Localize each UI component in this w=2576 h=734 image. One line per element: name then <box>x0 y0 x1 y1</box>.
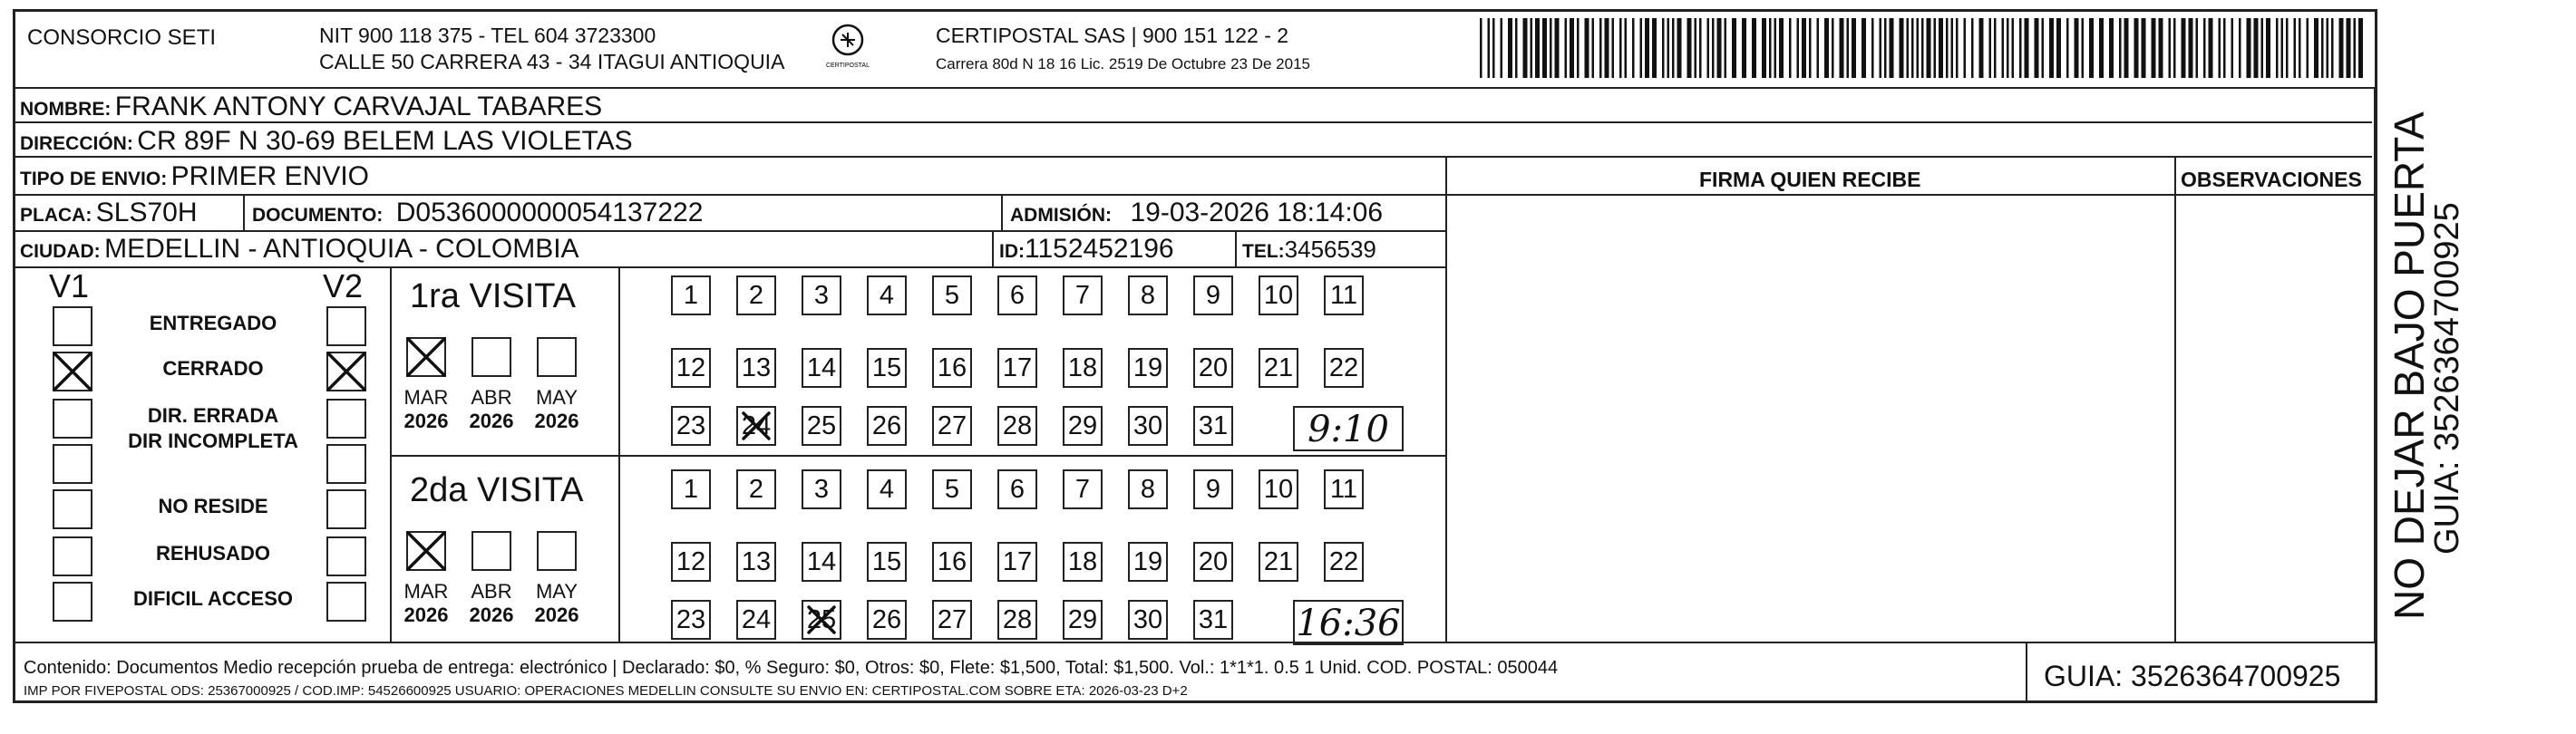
day-box[interactable]: 1 <box>671 275 711 315</box>
observaciones-label: OBSERVACIONES <box>2181 168 2362 191</box>
barcode-bar <box>1884 18 1887 78</box>
barcode-bar <box>1880 18 1882 78</box>
documento-value: D0536000000054137222 <box>395 198 704 227</box>
barcode-bar <box>2331 18 2334 78</box>
barcode-bar <box>2196 18 2199 78</box>
barcode-bar <box>2035 18 2039 78</box>
ciudad-value: MEDELLIN - ANTIOQUIA - COLOMBIA <box>104 234 579 264</box>
day-box[interactable]: 18 <box>1063 542 1103 582</box>
barcode-bar <box>2314 18 2318 78</box>
barcode-bar <box>1951 18 1954 78</box>
day-box[interactable]: 30 <box>1128 406 1168 446</box>
month-label: MAR <box>403 580 449 603</box>
day-box[interactable]: 4 <box>867 275 907 315</box>
barcode-bar <box>1632 18 1635 78</box>
barcode-bar <box>1979 18 1984 78</box>
barcode-bar <box>2339 18 2344 78</box>
barcode-bar <box>1625 18 1628 78</box>
barcode-bar <box>1480 18 1482 78</box>
x-check-icon <box>404 335 448 383</box>
barcode-bar <box>1640 18 1643 78</box>
barcode-bar <box>1717 18 1722 78</box>
barcode-bar <box>1550 18 1552 78</box>
day-box[interactable]: 23 <box>671 600 711 640</box>
barcode-bar <box>2254 18 2259 78</box>
day-box[interactable]: 28 <box>997 600 1037 640</box>
direccion-value: CR 89F N 30-69 BELEM LAS VIOLETAS <box>137 126 633 156</box>
barcode-bar <box>2142 18 2146 78</box>
barcode-bar <box>1946 18 1949 78</box>
id-value: 1152452196 <box>1025 234 1174 264</box>
v2-checkbox[interactable] <box>326 352 366 391</box>
barcode-bar <box>2182 18 2186 78</box>
barcode-bar <box>2347 18 2351 78</box>
barcode-bar <box>1817 18 1820 78</box>
day-box[interactable]: 8 <box>1128 275 1168 315</box>
barcode-bar <box>2281 18 2284 78</box>
barcode-bar <box>1852 18 1856 78</box>
day-box[interactable]: 12 <box>671 542 711 582</box>
nombre-label: NOMBRE: <box>20 99 112 120</box>
barcode-bar <box>2299 18 2301 78</box>
barcode-bar <box>2239 18 2241 78</box>
observations-area[interactable] <box>2178 196 2372 640</box>
day-box[interactable]: 20 <box>1193 542 1233 582</box>
v2-checkbox[interactable] <box>326 536 366 576</box>
barcode-bar <box>1994 18 1997 78</box>
status-label: DIFICIL ACCESO <box>132 587 293 610</box>
barcode-bar <box>1667 18 1670 78</box>
signature-area[interactable] <box>1449 196 2173 640</box>
v2-checkbox[interactable] <box>326 399 366 439</box>
nombre-value: FRANK ANTONY CARVAJAL TABARES <box>114 92 603 121</box>
v2-checkbox[interactable] <box>326 582 366 622</box>
day-box[interactable]: 31 <box>1193 600 1233 640</box>
barcode-bar <box>2231 18 2234 78</box>
day-box[interactable]: 2 <box>736 275 776 315</box>
day-box[interactable]: 13 <box>736 348 776 388</box>
barcode-bar <box>2049 18 2054 78</box>
v2-label: V2 <box>323 267 364 304</box>
barcode-bar <box>2134 18 2139 78</box>
barcode-bar <box>1934 18 1937 78</box>
barcode-bar <box>1840 18 1844 78</box>
barcode-bar <box>1687 18 1692 78</box>
day-box[interactable]: 30 <box>1128 600 1168 640</box>
barcode-bar <box>2002 18 2005 78</box>
barcode-bar <box>1645 18 1649 78</box>
barcode-bar <box>1917 18 1920 78</box>
barcode-bar <box>1921 18 1924 78</box>
barcode-bar <box>2321 18 2324 78</box>
barcode-bar <box>2209 18 2213 78</box>
footer-print-line: IMP POR FIVEPOSTAL ODS: 25367000925 / COD.IMP: 54526600925 USUARIO: OPERACIONES MEDELLIN CONSULTE SU ENVIO EN: CERTIPOSTAL.COM SOBRE ETA: 2026-03-23 D+2 <box>24 683 1188 699</box>
barcode-bar <box>1847 18 1850 78</box>
barcode-bar <box>2042 18 2045 78</box>
visit-time[interactable]: 16:36 <box>1293 600 1404 645</box>
barcode-bar <box>1779 18 1784 78</box>
day-box[interactable]: 26 <box>867 406 907 446</box>
month-label: MAY <box>535 386 578 409</box>
v1-checkbox[interactable] <box>53 306 92 346</box>
day-box[interactable]: 24 <box>736 406 776 446</box>
day-box[interactable]: 7 <box>1063 469 1103 509</box>
status-label: NO RESIDE <box>158 495 268 517</box>
day-box[interactable]: 7 <box>1063 275 1103 315</box>
barcode-bar <box>1862 18 1866 78</box>
day-box[interactable]: 25 <box>802 406 841 446</box>
visit-title: 1ra VISITA <box>410 277 577 315</box>
footer-guia: GUIA: 3526364700925 <box>2044 660 2341 692</box>
day-box[interactable]: 15 <box>867 542 907 582</box>
barcode-bar <box>2189 18 2193 78</box>
month-label: ABR <box>471 386 512 409</box>
tel-label: TEL: <box>1242 241 1285 262</box>
barcode-bar <box>2007 18 2009 78</box>
barcode-bar <box>2219 18 2221 78</box>
day-box[interactable]: 17 <box>997 348 1037 388</box>
barcode-bar <box>1939 18 1943 78</box>
barcode-bar <box>1695 18 1697 78</box>
day-box[interactable]: 1 <box>671 469 711 509</box>
year-label: 2026 <box>403 604 449 626</box>
x-check-icon <box>805 604 838 646</box>
barcode-bar <box>1501 18 1503 78</box>
barcode-bar <box>1515 18 1518 78</box>
barcode-bar <box>1508 18 1512 78</box>
day-box[interactable]: 2 <box>736 469 776 509</box>
v2-checkbox[interactable] <box>326 306 366 346</box>
v2-checkbox[interactable] <box>326 489 366 529</box>
barcode-bar <box>1570 18 1574 78</box>
barcode-bar <box>1732 18 1736 78</box>
x-check-icon <box>740 410 773 452</box>
barcode-bar <box>2247 18 2251 78</box>
barcode-bar <box>1789 18 1792 78</box>
barcode-bar <box>1599 18 1602 78</box>
v2-checkbox[interactable] <box>326 444 366 484</box>
barcode-bar <box>2124 18 2129 78</box>
month-label: ABR <box>471 580 512 603</box>
id-label: ID: <box>999 241 1025 262</box>
barcode-bar <box>2294 18 2297 78</box>
barcode-bar <box>2276 18 2279 78</box>
month-checkbox[interactable] <box>537 337 577 377</box>
admision-label: ADMISIÓN: <box>1010 205 1112 226</box>
visit-time[interactable]: 9:10 <box>1293 406 1404 451</box>
day-box[interactable]: 25 <box>802 600 841 640</box>
footer-content-line: Contenido: Documentos Medio recepción prueba de entrega: electrónico | Declarado: $0, % Seguro: $0, Otros: $0, Flete: $1,500, Total: $1,500. Vol.: 1*1*1. 0.5 1 Unid. COD. POSTAL: 050044 <box>24 658 1559 678</box>
barcode-bar <box>1797 18 1800 78</box>
day-box[interactable]: 17 <box>997 542 1037 582</box>
barcode-bar <box>2025 18 2029 78</box>
barcode-bar <box>2307 18 2309 78</box>
barcode-bar <box>1762 18 1766 78</box>
year-label: 2026 <box>403 410 449 432</box>
barcode-bar <box>1662 18 1665 78</box>
barcode-bar <box>1802 18 1806 78</box>
year-label: 2026 <box>534 410 579 432</box>
day-box[interactable]: 29 <box>1063 600 1103 640</box>
x-check-icon <box>325 350 368 398</box>
day-box[interactable]: 11 <box>1324 469 1364 509</box>
month-checkbox[interactable] <box>471 337 511 377</box>
barcode-bar <box>1523 18 1528 78</box>
day-box[interactable]: 16 <box>932 348 972 388</box>
day-box[interactable]: 3 <box>802 275 841 315</box>
day-box[interactable]: 21 <box>1259 348 1298 388</box>
barcode-bar <box>1699 18 1702 78</box>
barcode-bar <box>2056 18 2061 78</box>
barcode-bar <box>1707 18 1710 78</box>
day-box[interactable]: 18 <box>1063 348 1103 388</box>
barcode-bar <box>2152 18 2156 78</box>
barcode-bar <box>1592 18 1595 78</box>
barcode-bar <box>1824 18 1829 78</box>
barcode-bar <box>2203 18 2206 78</box>
day-box[interactable]: 22 <box>1324 348 1364 388</box>
month-checkbox[interactable] <box>471 531 511 571</box>
day-box[interactable]: 16 <box>932 542 972 582</box>
barcode-bar <box>1565 18 1568 78</box>
day-box[interactable]: 21 <box>1259 542 1298 582</box>
barcode-bar <box>2012 18 2015 78</box>
barcode-bar <box>1725 18 1727 78</box>
company-nit: NIT 900 118 375 - TEL 604 3723300 <box>319 24 656 47</box>
day-box[interactable]: 14 <box>802 348 841 388</box>
barcode-bar <box>1488 18 1491 78</box>
barcode-bar <box>1605 18 1609 78</box>
day-box[interactable]: 22 <box>1324 542 1364 582</box>
documento-label: DOCUMENTO: <box>252 205 384 226</box>
carrier-address: Carrera 80d N 18 16 Lic. 2519 De Octubre 23 De 2015 <box>936 55 1310 72</box>
v1-label: V1 <box>49 267 90 304</box>
day-box[interactable]: 5 <box>932 275 972 315</box>
barcode-bar <box>2066 18 2069 78</box>
status-label: ENTREGADO <box>149 312 277 334</box>
barcode-bar <box>1871 18 1874 78</box>
placa-label: PLACA: <box>20 205 92 226</box>
tipo-envio-value: PRIMER ENVIO <box>170 161 370 191</box>
x-check-icon <box>404 529 448 577</box>
day-box[interactable]: 15 <box>867 348 907 388</box>
barcode-bar <box>1956 18 1959 78</box>
day-box[interactable]: 14 <box>802 542 841 582</box>
day-box[interactable]: 27 <box>932 600 972 640</box>
barcode-bar <box>2082 18 2085 78</box>
barcode-bar <box>1585 18 1589 78</box>
year-label: 2026 <box>469 410 514 432</box>
barcode-bar <box>1911 18 1914 78</box>
barcode-bar <box>1832 18 1834 78</box>
barcode-bar <box>1742 18 1746 78</box>
direccion-label: DIRECCIÓN: <box>20 133 133 154</box>
barcode-bar <box>1964 18 1967 78</box>
day-box[interactable]: 26 <box>867 600 907 640</box>
barcode-bar <box>1542 18 1547 78</box>
barcode-bar <box>1619 18 1622 78</box>
barcode-bar <box>2354 18 2357 78</box>
firma-label: FIRMA QUIEN RECIBE <box>1699 168 1921 191</box>
day-box[interactable]: 31 <box>1193 406 1233 446</box>
barcode-bar <box>1890 18 1894 78</box>
status-label: DIR. ERRADA <box>147 404 279 427</box>
barcode <box>1478 18 2367 78</box>
barcode-bar <box>2327 18 2329 78</box>
v1-checkbox[interactable] <box>53 582 92 622</box>
x-check-icon <box>51 350 94 398</box>
barcode-bar <box>2109 18 2114 78</box>
day-box[interactable]: 28 <box>997 406 1037 446</box>
barcode-bar <box>1531 18 1533 78</box>
month-checkbox[interactable] <box>537 531 577 571</box>
v1-checkbox[interactable] <box>53 489 92 529</box>
barcode-bar <box>2261 18 2264 78</box>
status-label: CERRADO <box>162 357 264 380</box>
day-box[interactable]: 23 <box>671 406 711 446</box>
barcode-bar <box>2075 18 2079 78</box>
day-box[interactable]: 11 <box>1324 275 1364 315</box>
certipostal-logo <box>821 22 875 74</box>
month-label: MAR <box>403 386 449 409</box>
tipo-envio-label: TIPO DE ENVIO: <box>20 169 168 189</box>
side-guia: GUIA: 3526364700925 <box>2428 202 2466 555</box>
day-box[interactable]: 12 <box>671 348 711 388</box>
barcode-bar <box>1907 18 1910 78</box>
barcode-bar <box>1672 18 1675 78</box>
side-warning: NO DEJAR BAJO PUERTA <box>2386 111 2433 620</box>
day-box[interactable]: 6 <box>997 275 1037 315</box>
barcode-bar <box>2119 18 2122 78</box>
day-box[interactable]: 9 <box>1193 275 1233 315</box>
status-label: REHUSADO <box>156 542 270 565</box>
day-box[interactable]: 5 <box>932 469 972 509</box>
barcode-bar <box>2099 18 2104 78</box>
barcode-bar <box>2286 18 2289 78</box>
barcode-bar <box>1774 18 1777 78</box>
placa-value: SLS70H <box>95 198 198 227</box>
year-label: 2026 <box>534 604 579 626</box>
barcode-bar <box>2266 18 2270 78</box>
day-box[interactable]: 9 <box>1193 469 1233 509</box>
barcode-bar <box>2173 18 2176 78</box>
ciudad-label: CIUDAD: <box>20 241 101 262</box>
v1-checkbox[interactable] <box>53 399 92 439</box>
barcode-bar <box>1989 18 1992 78</box>
barcode-bar <box>2223 18 2226 78</box>
barcode-bar <box>2159 18 2163 78</box>
day-box[interactable]: 29 <box>1063 406 1103 446</box>
month-checkbox[interactable] <box>406 337 446 377</box>
barcode-bar <box>1752 18 1756 78</box>
day-box[interactable]: 27 <box>932 406 972 446</box>
barcode-bar <box>1492 18 1495 78</box>
day-box[interactable]: 6 <box>997 469 1037 509</box>
barcode-bar <box>1927 18 1931 78</box>
company-name: CONSORCIO SETI <box>27 25 217 50</box>
barcode-bar <box>1809 18 1812 78</box>
carrier-name: CERTIPOSTAL SAS | 900 151 122 - 2 <box>936 24 1289 47</box>
barcode-bar <box>1577 18 1580 78</box>
barcode-bar <box>1612 18 1615 78</box>
day-box[interactable]: 10 <box>1259 275 1298 315</box>
admision-value: 19-03-2026 18:14:06 <box>1130 198 1384 227</box>
barcode-bar <box>2358 18 2363 78</box>
barcode-bar <box>2019 18 2022 78</box>
year-label: 2026 <box>469 604 514 626</box>
day-box[interactable]: 10 <box>1259 469 1298 509</box>
day-box[interactable]: 19 <box>1128 542 1168 582</box>
v1-checkbox[interactable] <box>53 444 92 484</box>
v1-checkbox[interactable] <box>53 352 92 391</box>
day-box[interactable]: 19 <box>1128 348 1168 388</box>
barcode-bar <box>1900 18 1904 78</box>
day-box[interactable]: 24 <box>736 600 776 640</box>
day-box[interactable]: 4 <box>867 469 907 509</box>
tel-value: 3456539 <box>1284 236 1376 263</box>
month-label: MAY <box>535 580 578 603</box>
barcode-bar <box>1971 18 1974 78</box>
month-checkbox[interactable] <box>406 531 446 571</box>
v1-checkbox[interactable] <box>53 536 92 576</box>
barcode-bar <box>1769 18 1772 78</box>
barcode-bar <box>1652 18 1657 78</box>
barcode-bar <box>2089 18 2094 78</box>
visit-title: 2da VISITA <box>410 471 584 509</box>
svg-text:CERTIPOSTAL: CERTIPOSTAL <box>826 63 870 69</box>
day-box[interactable]: 13 <box>736 542 776 582</box>
barcode-bar <box>1535 18 1540 78</box>
barcode-bar <box>2169 18 2172 78</box>
barcode-bar <box>1555 18 1560 78</box>
barcode-bar <box>1677 18 1682 78</box>
day-box[interactable]: 20 <box>1193 348 1233 388</box>
company-address: CALLE 50 CARRERA 43 - 34 ITAGUI ANTIOQUIA <box>319 50 785 73</box>
day-box[interactable]: 3 <box>802 469 841 509</box>
status-label: DIR INCOMPLETA <box>128 430 298 452</box>
day-box[interactable]: 8 <box>1128 469 1168 509</box>
barcode-bar <box>1712 18 1715 78</box>
